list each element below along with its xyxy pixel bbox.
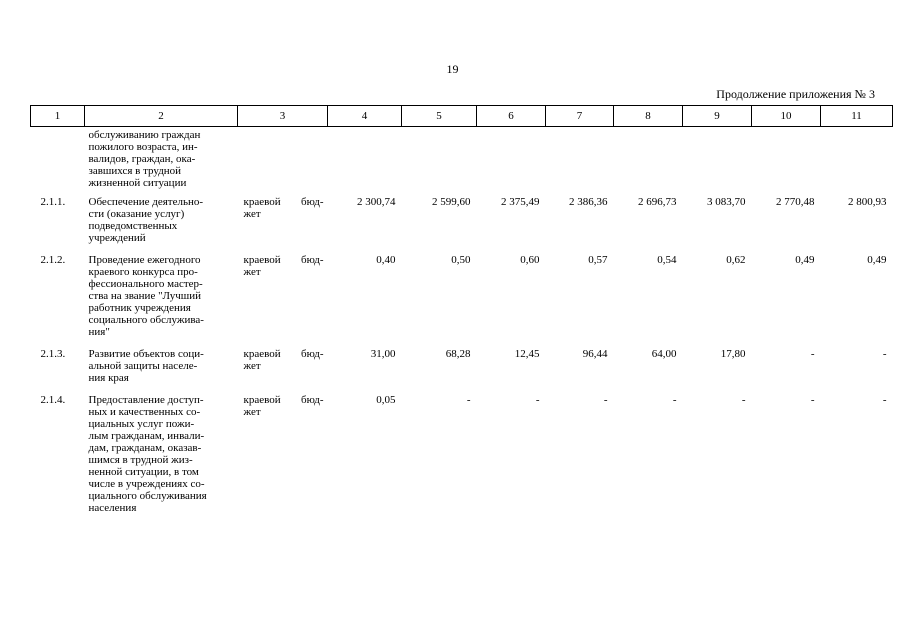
table-row bbox=[31, 392, 893, 514]
value-cell: 0,49 bbox=[795, 254, 815, 266]
column-number-header: 9 bbox=[683, 106, 752, 127]
value-cell: 0,40 bbox=[376, 254, 396, 266]
value-cell bbox=[683, 127, 752, 194]
funding-source bbox=[238, 346, 328, 392]
measure-name-line: жизненной ситуации bbox=[88, 177, 187, 189]
column-number-header: 4 bbox=[328, 106, 402, 127]
value-cell: 2 300,74 bbox=[357, 196, 396, 208]
column-number-header: 5 bbox=[402, 106, 477, 127]
measure-name-line: фессионального мастер- bbox=[88, 278, 203, 290]
measure-name-line: числе в учреждениях со- bbox=[88, 478, 205, 490]
value-cell: 96,44 bbox=[582, 348, 608, 360]
funding-source-line: жет bbox=[243, 406, 261, 418]
value-cell: 31,00 bbox=[370, 348, 396, 360]
measure-name-line: сти (оказание услуг) bbox=[88, 208, 185, 220]
page-number: 19 bbox=[446, 62, 459, 76]
measure-name bbox=[85, 193, 238, 252]
funding-source bbox=[238, 392, 328, 514]
measure-name-line: обслуживанию граждан bbox=[88, 129, 201, 141]
value-cell: 0,57 bbox=[588, 254, 608, 266]
column-number-header: 3 bbox=[238, 106, 328, 127]
value-cell: 0,49 bbox=[867, 254, 887, 266]
value-cell: 0,62 bbox=[726, 254, 746, 266]
column-number-header: 10 bbox=[752, 106, 821, 127]
value-cell bbox=[752, 127, 821, 194]
measure-code: 2.1.2. bbox=[40, 254, 66, 266]
measure-name-line: ненной ситуации, в том bbox=[88, 466, 199, 478]
measure-name-line: населения bbox=[88, 502, 137, 514]
measure-name-line: Предоставление доступ- bbox=[88, 394, 204, 406]
measure-name-line: дам, гражданам, оказав- bbox=[88, 442, 202, 454]
value-cell: 2 386,36 bbox=[569, 196, 608, 208]
measure-name-line: завшихся в трудной bbox=[88, 165, 182, 177]
funding-source bbox=[238, 193, 328, 252]
column-number-header: 11 bbox=[821, 106, 893, 127]
value-cell: 0,50 bbox=[451, 254, 471, 266]
measure-name bbox=[85, 392, 238, 514]
measure-name-line: ния" bbox=[88, 326, 110, 338]
value-cell: 2 375,49 bbox=[501, 196, 540, 208]
value-cell: 2 770,48 bbox=[776, 196, 815, 208]
column-number-header: 8 bbox=[614, 106, 683, 127]
table-row bbox=[31, 193, 893, 252]
measure-name-line: ства на звание "Лучший bbox=[88, 290, 202, 302]
measure-name-line: социального обслужива- bbox=[88, 314, 204, 326]
measure-name-line: лым гражданам, инвали- bbox=[88, 430, 205, 442]
measure-name-line: ных и качественных со- bbox=[88, 406, 201, 418]
column-number-header: 1 bbox=[31, 106, 85, 127]
value-cell bbox=[402, 127, 477, 194]
funding-source bbox=[238, 127, 328, 194]
value-cell: 0,05 bbox=[376, 394, 396, 406]
value-cell: - bbox=[741, 394, 746, 406]
value-cell: 68,28 bbox=[445, 348, 471, 360]
value-cell bbox=[614, 127, 683, 194]
measure-name-line: Проведение ежегодного bbox=[88, 254, 201, 266]
value-cell: 64,00 bbox=[651, 348, 677, 360]
value-cell: - bbox=[882, 348, 887, 360]
value-cell: 0,54 bbox=[657, 254, 677, 266]
table-row bbox=[31, 346, 893, 392]
measure-name-line: пожилого возраста, ин- bbox=[88, 141, 198, 153]
measure-name-line: ния края bbox=[88, 372, 129, 384]
value-cell: 12,45 bbox=[514, 348, 540, 360]
value-cell: - bbox=[603, 394, 608, 406]
column-number-header: 2 bbox=[85, 106, 238, 127]
value-cell: - bbox=[810, 394, 815, 406]
budget-table bbox=[30, 105, 893, 514]
funding-source bbox=[238, 252, 328, 346]
value-cell bbox=[477, 127, 546, 194]
measure-name bbox=[85, 252, 238, 346]
appendix-continuation-label: Продолжение приложения № 3 bbox=[716, 87, 875, 101]
value-cell: 2 800,93 bbox=[848, 196, 887, 208]
measure-name-line: шимся в трудной жиз- bbox=[88, 454, 193, 466]
funding-source-line: краевой бюд- bbox=[243, 196, 324, 208]
funding-source-line: жет bbox=[243, 360, 261, 372]
measure-name-line: валидов, граждан, ока- bbox=[88, 153, 196, 165]
value-cell bbox=[821, 127, 893, 194]
measure-code: 2.1.3. bbox=[40, 348, 66, 360]
measure-name bbox=[85, 346, 238, 392]
table-row bbox=[31, 127, 893, 194]
funding-source-line: краевой бюд- bbox=[243, 254, 324, 266]
value-cell: 2 696,73 bbox=[638, 196, 677, 208]
measure-code: 2.1.1. bbox=[40, 196, 66, 208]
table-row bbox=[31, 252, 893, 346]
column-number-header: 7 bbox=[546, 106, 614, 127]
value-cell: - bbox=[810, 348, 815, 360]
funding-source-line: краевой бюд- bbox=[243, 394, 324, 406]
measure-name-line: работник учреждения bbox=[88, 302, 191, 314]
measure-name-line: циального обслуживания bbox=[88, 490, 207, 502]
column-number-header-row bbox=[31, 106, 893, 127]
value-cell: - bbox=[672, 394, 677, 406]
value-cell: 17,80 bbox=[720, 348, 746, 360]
value-cell bbox=[328, 127, 402, 194]
measure-code: 2.1.4. bbox=[40, 394, 66, 406]
funding-source-line: жет bbox=[243, 208, 261, 220]
measure-name-line: подведомственных bbox=[88, 220, 178, 232]
measure-name-line: циальных услуг пожи- bbox=[88, 418, 195, 430]
value-cell: 2 599,60 bbox=[432, 196, 471, 208]
value-cell: 3 083,70 bbox=[707, 196, 746, 208]
measure-name-line: учреждений bbox=[88, 232, 146, 244]
measure-name-line: Развитие объектов соци- bbox=[88, 348, 204, 360]
measure-name bbox=[85, 127, 238, 194]
measure-code bbox=[31, 127, 85, 194]
value-cell: - bbox=[882, 394, 887, 406]
measure-name-line: Обеспечение деятельно- bbox=[88, 196, 204, 208]
funding-source-line: жет bbox=[243, 266, 261, 278]
value-cell: - bbox=[535, 394, 540, 406]
measure-name-line: краевого конкурса про- bbox=[88, 266, 198, 278]
funding-source-line: краевой бюд- bbox=[243, 348, 324, 360]
column-number-header: 6 bbox=[477, 106, 546, 127]
value-cell bbox=[546, 127, 614, 194]
measure-name-line: альной защиты населе- bbox=[88, 360, 198, 372]
value-cell: - bbox=[466, 394, 471, 406]
value-cell: 0,60 bbox=[520, 254, 540, 266]
